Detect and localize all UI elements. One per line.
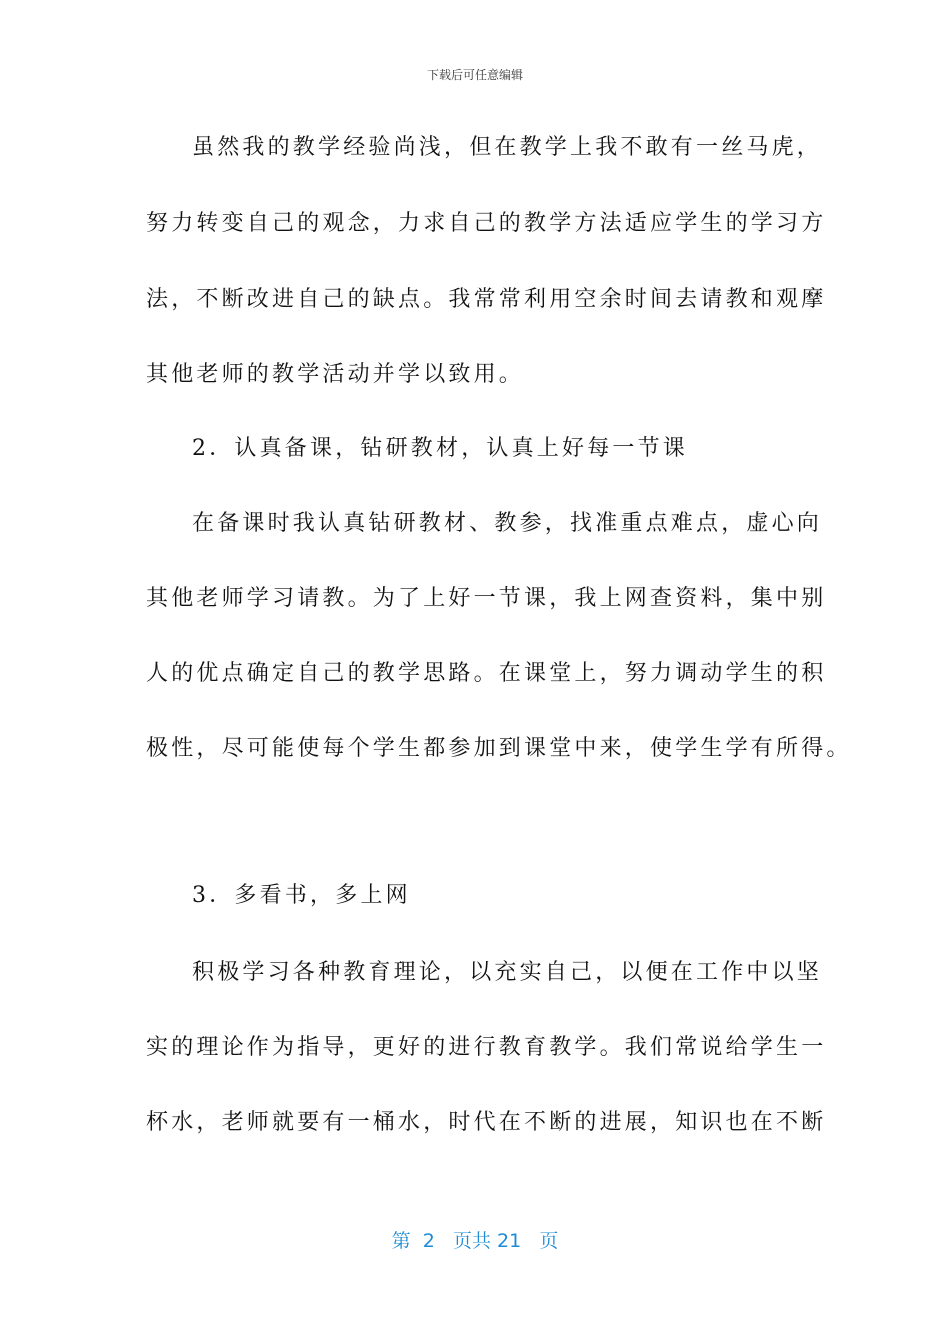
paragraph-1-line-1: 虽然我的教学经验尚浅，但在教学上我不敢有一丝马虎， [192, 135, 823, 160]
paragraph-3-line-3: 杯水，老师就要有一桶水，时代在不断的进展，知识也在不断 [146, 1110, 827, 1135]
page-header-note: 下载后可任意编辑 [426, 68, 523, 82]
total-pages-number: 21 [497, 1230, 522, 1252]
paragraph-2-line-4: 极性，尽可能使每个学生都参加到课堂中来，使学生学有所得。 [146, 736, 852, 761]
section-3-heading: 3．多看书，多上网 [192, 883, 411, 908]
current-page-number: 2 [422, 1230, 435, 1252]
footer-middle: 页共 [452, 1230, 491, 1252]
paragraph-1-line-3: 法，不断改进自己的缺点。我常常利用空余时间去请教和观摩 [146, 287, 827, 312]
footer-suffix: 页 [539, 1230, 559, 1252]
paragraph-3-line-1: 积极学习各种教育理论，以充实自己，以便在工作中以坚 [192, 960, 823, 985]
section-2-heading: 2．认真备课，钻研教材，认真上好每一节课 [192, 436, 688, 461]
paragraph-1-line-2: 努力转变自己的观念，力求自己的教学方法适应学生的学习方 [146, 211, 827, 236]
paragraph-2-line-3: 人的优点确定自己的教学思路。在课堂上，努力调动学生的积 [146, 661, 827, 686]
footer-prefix: 第 [391, 1230, 411, 1252]
paragraph-3-line-2: 实的理论作为指导，更好的进行教育教学。我们常说给学生一 [146, 1035, 827, 1060]
paragraph-1-line-4: 其他老师的教学活动并学以致用。 [146, 362, 525, 387]
paragraph-2-line-2: 其他老师学习请教。为了上好一节课，我上网查资料，集中别 [146, 586, 827, 611]
paragraph-2-line-1: 在备课时我认真钻研教材、教参，找准重点难点，虚心向 [192, 511, 823, 536]
page-footer [0, 1226, 950, 1253]
